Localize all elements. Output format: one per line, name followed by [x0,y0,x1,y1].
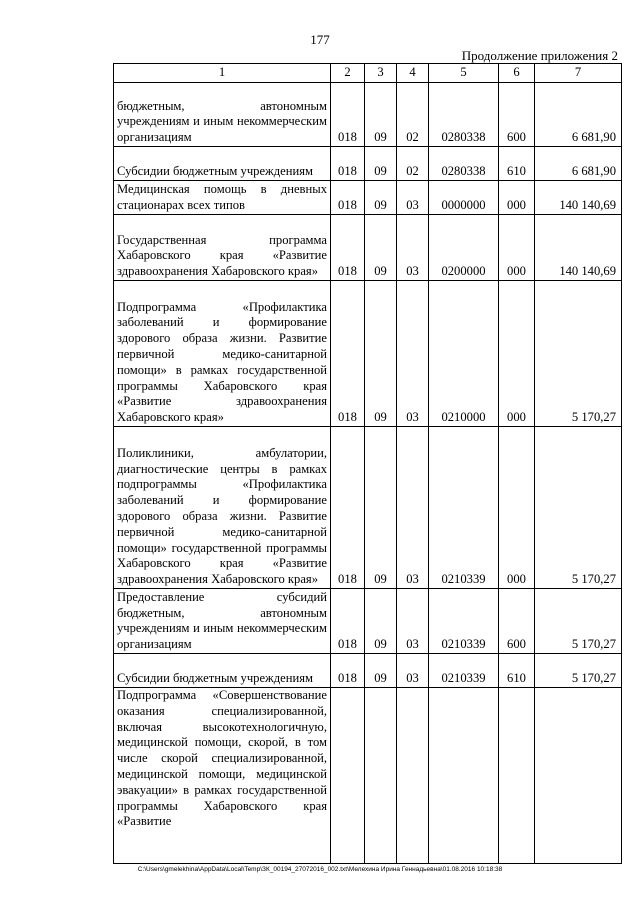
cell-section: 09 [365,654,397,688]
cell-subsection: 03 [397,281,429,427]
cell-expense-type: 000 [499,215,535,281]
cell-expense-type: 000 [499,181,535,215]
cell-expense-type: 000 [499,281,535,427]
cell-target-article: 0280338 [429,147,499,181]
header-cell: 6 [499,64,535,83]
header-cell: 2 [331,64,365,83]
table-row [114,215,622,281]
header-cell: 5 [429,64,499,83]
cell-amount [535,688,622,864]
cell-amount: 6 681,90 [535,83,622,147]
cell-target-article: 0280338 [429,83,499,147]
row-name: Подпрограмма «Совершенствование оказания специализированной, включая высокотехнологичную, медицинской помощи, скорой, в том числе скорой специализированной, медицинской помощи, медицинской эвакуации» в рамках государственной программы Хабаровского края «Развитие [114,688,331,864]
table-row [114,281,622,427]
cell-ministry: 018 [331,83,365,147]
cell-expense-type: 610 [499,147,535,181]
cell-amount: 5 170,27 [535,427,622,589]
cell-section: 09 [365,589,397,654]
table-header-row [114,64,622,83]
row-name: Медицинская помощь в дневных стационарах всех типов [114,181,331,215]
table-row [114,427,622,589]
cell-target-article [429,688,499,864]
cell-subsection: 03 [397,589,429,654]
table-row [114,654,622,688]
cell-amount: 140 140,69 [535,181,622,215]
page-number: 177 [310,32,330,47]
row-name: Поликлиники, амбулатории, диагностические центры в рамках подпрограммы «Профилактика заболеваний и формирование здорового образа жизни. Развитие первичной медико-санитарной помощи» государственной программы Хабаровского края «Развитие здравоохранения Хабаровского края» [114,427,331,589]
header-cell: 1 [114,64,331,83]
row-name: бюджетным, автономным учреждениям и иным некоммерческим организациям [114,83,331,147]
cell-ministry: 018 [331,589,365,654]
cell-ministry: 018 [331,215,365,281]
cell-expense-type [499,688,535,864]
cell-subsection: 02 [397,147,429,181]
continuation-label: Продолжение приложения 2 [461,48,618,63]
cell-ministry: 018 [331,147,365,181]
cell-section: 09 [365,83,397,147]
cell-section: 09 [365,147,397,181]
cell-ministry: 018 [331,281,365,427]
cell-amount: 140 140,69 [535,215,622,281]
row-name: Предоставление субсидий бюджетным, автономным учреждениям и иным некоммерческим организациям [114,589,331,654]
cell-target-article: 0200000 [429,215,499,281]
row-name: Подпрограмма «Профилактика заболеваний и формирование здорового образа жизни. Развитие первичной медико-санитарной помощи» в рамках государственной программы Хабаровского края «Развитие здравоохранения Хабаровского края» [114,281,331,427]
cell-section [365,688,397,864]
cell-target-article: 0000000 [429,181,499,215]
cell-subsection: 03 [397,215,429,281]
table-row [114,589,622,654]
cell-subsection: 02 [397,83,429,147]
table-row [114,83,622,147]
cell-section: 09 [365,215,397,281]
cell-target-article: 0210339 [429,654,499,688]
header-cell: 7 [535,64,622,83]
table-row [114,147,622,181]
cell-expense-type: 610 [499,654,535,688]
header-cell: 3 [365,64,397,83]
cell-subsection [397,688,429,864]
cell-ministry: 018 [331,654,365,688]
cell-amount: 5 170,27 [535,589,622,654]
cell-amount: 5 170,27 [535,654,622,688]
cell-section: 09 [365,181,397,215]
cell-ministry: 018 [331,181,365,215]
cell-subsection: 03 [397,427,429,589]
cell-expense-type: 000 [499,427,535,589]
cell-section: 09 [365,281,397,427]
cell-ministry [331,688,365,864]
budget-table [113,63,622,864]
cell-target-article: 0210339 [429,589,499,654]
cell-subsection: 03 [397,654,429,688]
row-name: Государственная программа Хабаровского края «Развитие здравоохранения Хабаровского края» [114,215,331,281]
cell-amount: 5 170,27 [535,281,622,427]
file-path-footer: C:\Users\gmelekhina\AppData\Local\Temp\ЗК_00194_27072016_002.txt\Мелехина Ирина Геннадьевна\01.08.2016 10:18:38 [137,866,503,873]
table-row [114,181,622,215]
cell-expense-type: 600 [499,589,535,654]
cell-target-article: 0210339 [429,427,499,589]
row-name: Субсидии бюджетным учреждениям [114,654,331,688]
cell-ministry: 018 [331,427,365,589]
header-cell: 4 [397,64,429,83]
cell-expense-type: 600 [499,83,535,147]
table-row [114,688,622,864]
row-name: Субсидии бюджетным учреждениям [114,147,331,181]
cell-target-article: 0210000 [429,281,499,427]
cell-section: 09 [365,427,397,589]
cell-amount: 6 681,90 [535,147,622,181]
cell-subsection: 03 [397,181,429,215]
